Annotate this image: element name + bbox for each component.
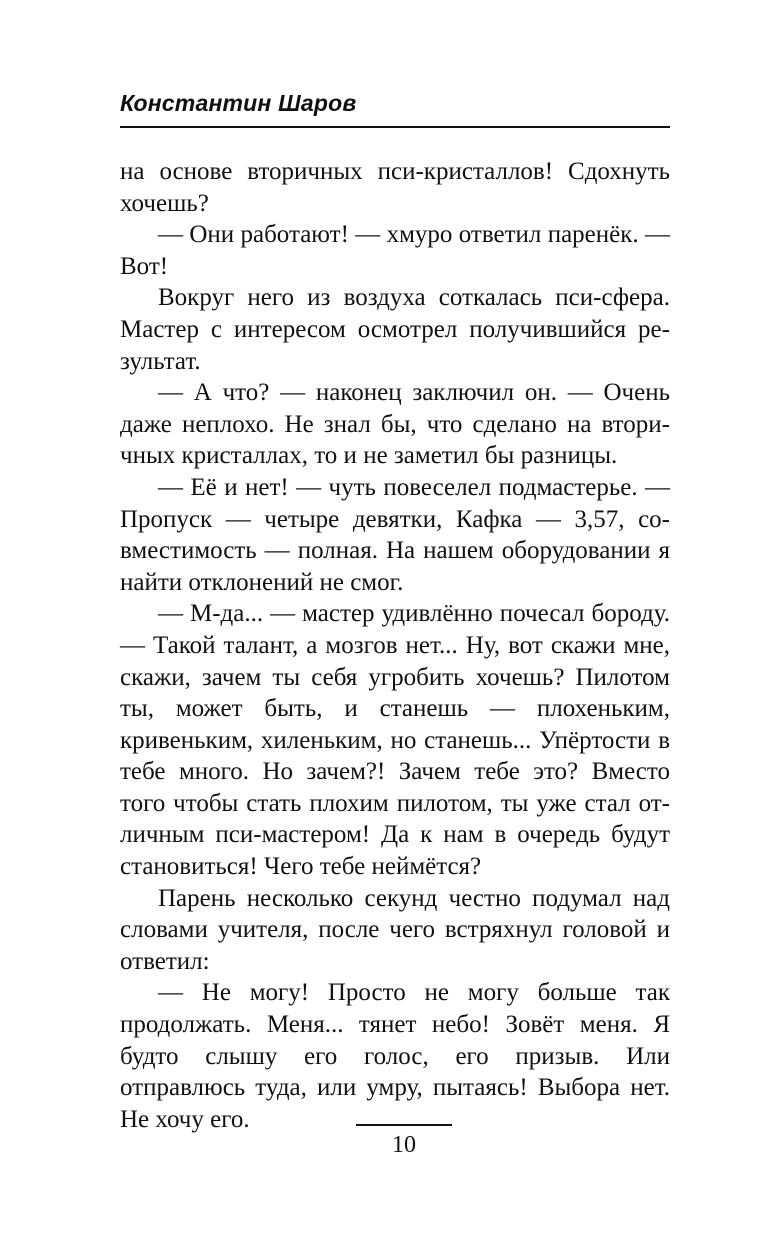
header-rule <box>120 126 670 128</box>
footer-rule <box>356 1124 452 1126</box>
paragraph-7: Парень несколько секунд честно подумал над словами учителя, после чего встряхнул головой и ответил: <box>120 884 670 975</box>
paragraph-4: — А что? — наконец заключил он. — Очень даже неплохо. Не знал бы, что сделано на вторичных кристаллах, то и не заметил бы разницы. <box>120 379 670 470</box>
paragraph-5: — Её и нет! — чуть повеселел подмастерье. — Пропуск — четыре девятки, Кафка — 3,57, совместимость — полная. На нашем оборудовании я найти отклонений не смог. <box>120 473 670 596</box>
paragraph-3: Вокруг него из воздуха соткалась пси-сфера. Мастер с интересом осмотрел получившийся результат. <box>120 284 670 375</box>
paragraph-1: на основе вторичных пси-кристаллов! Сдохнуть хочешь? <box>120 158 670 217</box>
page-number: 10 <box>392 1132 416 1158</box>
running-head-author: Константин Шаров <box>120 90 357 116</box>
page-body <box>120 156 670 1135</box>
paragraph-2: — Они работают! — хмуро ответил паренёк. — Вот! <box>120 221 670 280</box>
paragraph-6: — М-да... — мастер удивлённо почесал бороду. — Такой талант, а мозгов нет... Ну, вот скажи мне, скажи, зачем ты себя угробить хочешь? Пилотом ты, может быть, и станешь — плохеньким, кривеньким, хиленьким, но станешь... Упёртости в тебе много. Но зачем?! Зачем тебе это? Вместо того чтобы стать плохим пилотом, ты уже стал отличным пси-мастером! Да к нам в очередь будут становиться! Чего тебе неймётся? <box>120 600 670 881</box>
paragraph-8: — Не могу! Просто не могу больше так продолжать. Меня... тянет небо! Зовёт меня. Я будто слышу его голос, его призыв. Или отправлюсь туда, или умру, пытаясь! Выбора нет. Не хочу его. <box>120 979 670 1133</box>
